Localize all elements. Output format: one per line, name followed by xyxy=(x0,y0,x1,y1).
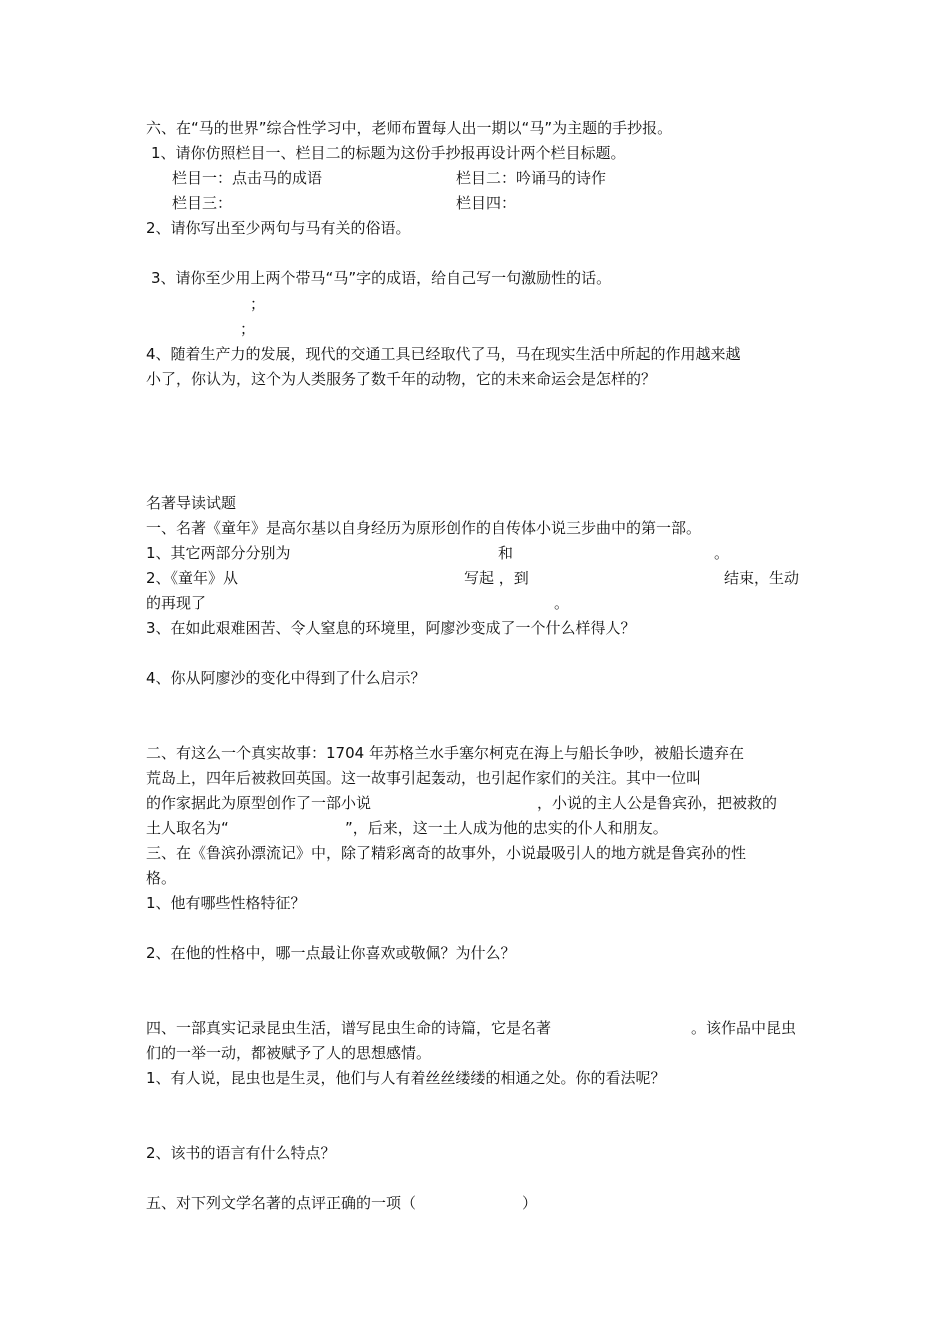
part3-question-2: 2、在他的性格中，哪一点最让你喜欢或敬佩？为什么？ xyxy=(146,944,516,962)
section6-question-4-line1: 4、随着生产力的发展，现代的交通工具已经取代了马，马在现实生活中所起的作用越来越 xyxy=(146,345,741,363)
part1-question-3: 3、在如此艰难困苦、令人窒息的环境里，阿廖沙变成了一个什么样得人？ xyxy=(146,619,636,637)
part1-q1-end: 。 xyxy=(714,544,730,562)
section6-question-1: 1、请你仿照栏目一、栏目二的标题为这份手抄报再设计两个栏目标题。 xyxy=(151,144,626,162)
part2-line3-prefix: 的作家据此为原型创作了一部小说 xyxy=(146,794,372,812)
part4-question-2: 2、该书的语言有什么特点？ xyxy=(146,1144,336,1162)
part3-line2: 格。 xyxy=(146,869,177,887)
part4-line1-prefix: 四、一部真实记录昆虫生活，谱写昆虫生命的诗篇，它是名著 xyxy=(146,1019,552,1037)
part2-line4-prefix: 土人取名为“ xyxy=(146,819,229,837)
column-title-1: 栏目一：点击马的成语 xyxy=(172,169,323,187)
part3-line1: 三、在《鲁滨孙漂流记》中，除了精彩离奇的故事外，小说最吸引人的地方就是鲁宾孙的性 xyxy=(146,844,747,862)
part1-q2-middle: 写起 ，到 xyxy=(464,569,529,587)
part1-q2-end: 。 xyxy=(554,594,570,612)
part4-line2: 们的一举一动，都被赋予了人的思想感情。 xyxy=(146,1044,432,1062)
part1-q2-line2: 的再现了 xyxy=(146,594,207,612)
part2-line4-suffix: ”，后来，这一土人成为他的忠实的仆人和朋友。 xyxy=(345,819,668,837)
reading-title: 名著导读试题 xyxy=(146,494,237,512)
section6-question-4-line2: 小了，你认为，这个为人类服务了数千年的动物，它的未来命运会是怎样的？ xyxy=(146,370,657,388)
column-title-3: 栏目三： xyxy=(172,194,233,212)
part5-line1-suffix: ） xyxy=(522,1194,538,1212)
part3-question-1: 1、他有哪些性格特征？ xyxy=(146,894,306,912)
part5-line1-prefix: 五、对下列文学名著的点评正确的一项（ xyxy=(146,1194,417,1212)
part1-q2-suffix: 结束，生动 xyxy=(724,569,800,587)
column-title-4: 栏目四： xyxy=(456,194,517,212)
part1-q1-and: 和 xyxy=(498,544,514,562)
part1-question-4: 4、你从阿廖沙的变化中得到了什么启示？ xyxy=(146,669,426,687)
section6-question-2: 2、请你写出至少两句与马有关的俗语。 xyxy=(146,219,411,237)
section6-question-3: 3、请你至少用上两个带马“马”字的成语，给自己写一句激励性的话。 xyxy=(151,269,612,287)
answer-semicolon-2: ； xyxy=(240,320,256,338)
part1-q2-prefix: 2、《童年》从 xyxy=(146,569,239,587)
answer-semicolon-1: ； xyxy=(250,295,266,313)
part4-question-1: 1、有人说，昆虫也是生灵，他们与人有着丝丝缕缕的相通之处。你的看法呢？ xyxy=(146,1069,666,1087)
part2-line2: 荒岛上，四年后被救回英国。这一故事引起轰动，也引起作家们的关注。其中一位叫 xyxy=(146,769,702,787)
part1-intro: 一、名著《童年》是高尔基以自身经历为原形创作的自传体小说三步曲中的第一部。 xyxy=(146,519,702,537)
part1-q1-prefix: 1、其它两部分分别为 xyxy=(146,544,291,562)
section6-heading: 六、在“马的世界”综合性学习中，老师布置每人出一期以“马”为主题的手抄报。 xyxy=(146,119,673,137)
part2-line3-suffix: ，小说的主人公是鲁宾孙，把被救的 xyxy=(537,794,778,812)
part4-line1-suffix: 。该作品中昆虫 xyxy=(691,1019,797,1037)
column-title-2: 栏目二：吟诵马的诗作 xyxy=(456,169,607,187)
part2-line1: 二、有这么一个真实故事：1704 年苏格兰水手塞尔柯克在海上与船长争吵，被船长遗弃在 xyxy=(146,744,744,762)
